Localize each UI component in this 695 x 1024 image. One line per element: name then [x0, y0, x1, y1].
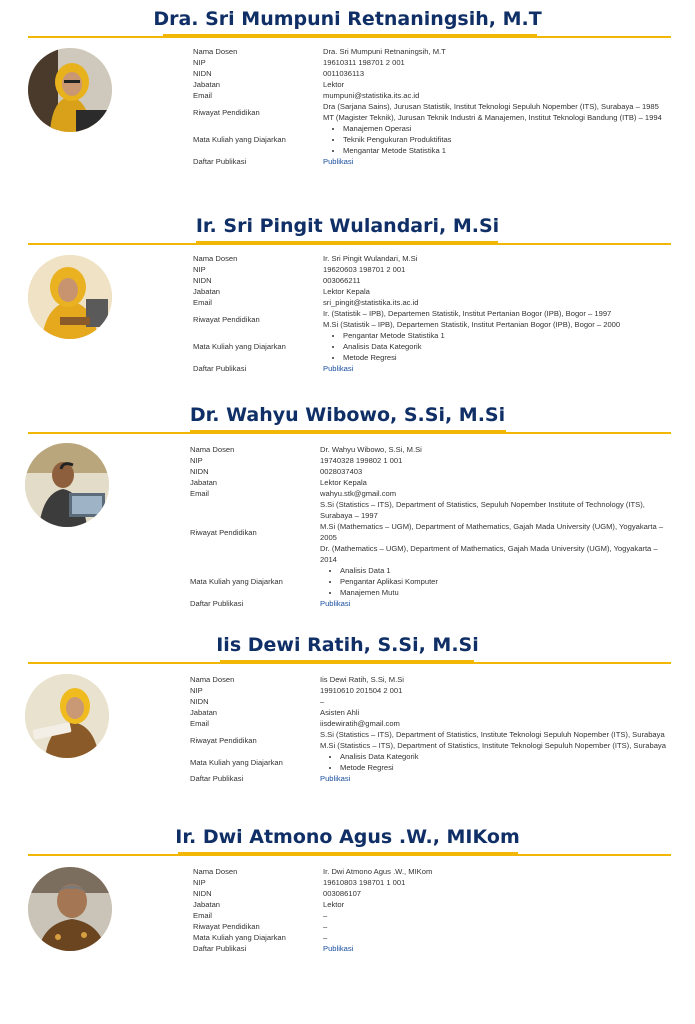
publikasi-link[interactable]: Publikasi — [323, 944, 354, 953]
education-entry: Dra (Sarjana Sains), Jurusan Statistik, Institut Teknologi Sepuluh Nopember (ITS), Surabaya – 1985 — [323, 102, 659, 111]
value-nama-dosen: Dr. Wahyu Wibowo, S.Si, M.Si — [320, 445, 422, 454]
value-nama-dosen: Iis Dewi Ratih, S.Si, M.Si — [320, 675, 404, 684]
course-item: • Pengantar Metode Statistika 1 — [343, 330, 665, 341]
value-mata-kuliah — [320, 565, 670, 598]
label-nip: NIP — [193, 265, 206, 274]
value-jabatan: Lektor — [323, 900, 345, 909]
label-nama-dosen: Nama Dosen — [193, 867, 238, 876]
label-nidn: NIDN — [193, 69, 212, 78]
heading-underline — [196, 241, 498, 245]
woman-yellow-hijab-portrait-icon — [28, 48, 112, 132]
lecturer-info-table — [190, 444, 670, 609]
value-jabatan: Lektor Kepala — [320, 478, 367, 487]
publikasi-link[interactable]: Publikasi — [323, 364, 354, 373]
education-entry: M.Si (Mathematics – UGM), Department of Mathematics, Gajah Mada University (UGM), Yogyakarta – 2005 — [320, 522, 664, 542]
education-entry: Dr. (Mathematics – UGM), Department of Mathematics, Gajah Mada University (UGM), Yogyakarta – 2014 — [320, 544, 658, 564]
value-mata-kuliah: – — [323, 933, 328, 942]
label-riwayat-pendidikan: Riwayat Pendidikan — [190, 735, 257, 745]
value-mata-kuliah — [323, 330, 665, 363]
heading-underline — [163, 34, 537, 38]
label-jabatan: Jabatan — [193, 900, 221, 909]
label-nidn: NIDN — [190, 697, 209, 706]
lecturer-name-heading: Dra. Sri Mumpuni Retnaningsih, M.T — [153, 8, 542, 30]
value-email: iisdewiratih@gmail.com — [320, 719, 400, 728]
value-email: wahyu.stk@gmail.com — [320, 489, 397, 498]
education-entry: S.Si (Statistics – ITS), Department of Statistics, Sepuluh Nopember Institute of Technology (ITS), Surabaya – 1997 — [320, 500, 645, 520]
education-entry: S.Si (Statistics – ITS), Department of Statistics, Institute Teknologi Sepuluh Nopember (ITS), Surabaya — [320, 730, 665, 739]
value-riwayat-pendidikan — [320, 499, 670, 565]
lecturer-name-heading: Dr. Wahyu Wibowo, S.Si, M.Si — [189, 404, 506, 426]
label-nip: NIP — [190, 456, 203, 465]
label-daftar-publikasi: Daftar Publikasi — [190, 599, 244, 608]
course-item: • Analisis Data Kategorik — [343, 341, 665, 352]
publikasi-link[interactable]: Publikasi — [323, 157, 354, 166]
lecturer-photo — [28, 867, 112, 951]
label-nama-dosen: Nama Dosen — [193, 254, 238, 263]
woman-yellow-hijab-portrait-icon — [28, 255, 112, 339]
course-item: • Mengantar Metode Statistika 1 — [343, 145, 665, 156]
label-riwayat-pendidikan: Riwayat Pendidikan — [193, 922, 260, 931]
heading-underline — [178, 852, 518, 856]
label-nip: NIP — [190, 686, 203, 695]
value-jabatan: Lektor — [323, 80, 345, 89]
label-nama-dosen: Nama Dosen — [190, 675, 235, 684]
course-item: • Teknik Pengukuran Produktifitas — [343, 134, 665, 145]
lecturer-info-table — [190, 674, 670, 784]
label-email: Email — [190, 719, 209, 728]
lecturer-section — [0, 823, 695, 973]
label-email: Email — [193, 911, 212, 920]
label-nip: NIP — [193, 58, 206, 67]
value-nama-dosen: Ir. Dwi Atmono Agus .W., MIKom — [323, 867, 433, 876]
value-riwayat-pendidikan: – — [323, 922, 328, 931]
course-item: • Metode Regresi — [343, 352, 665, 363]
value-nama-dosen: Dra. Sri Mumpuni Retnaningsih, M.T — [323, 47, 446, 56]
value-nip: 19610311 198701 2 001 — [323, 58, 405, 67]
label-email: Email — [190, 489, 209, 498]
label-jabatan: Jabatan — [190, 708, 218, 717]
value-nip: 19620603 198701 2 001 — [323, 265, 406, 274]
value-nip: 19740328 199802 1 001 — [320, 456, 403, 465]
lecturer-photo — [25, 443, 109, 527]
label-nip: NIP — [193, 878, 206, 887]
course-item: • Pengantar Aplikasi Komputer — [340, 576, 670, 587]
label-nidn: NIDN — [193, 276, 212, 285]
label-daftar-publikasi: Daftar Publikasi — [190, 774, 244, 783]
value-nidn: – — [320, 697, 325, 706]
lecturer-section — [0, 0, 695, 200]
label-jabatan: Jabatan — [193, 80, 221, 89]
value-riwayat-pendidikan — [320, 729, 670, 751]
label-riwayat-pendidikan: Riwayat Pendidikan — [190, 527, 257, 537]
label-email: Email — [193, 91, 212, 100]
value-mata-kuliah — [320, 751, 670, 773]
value-nidn: 0028037403 — [320, 467, 363, 476]
label-mata-kuliah: Mata Kuliah yang Diajarkan — [190, 577, 283, 586]
education-entry: M.Si (Statistik – IPB), Departemen Statistik, Institut Pertanian Bogor (IPB), Bogor – 2000 — [323, 320, 621, 329]
label-nama-dosen: Nama Dosen — [193, 47, 238, 56]
value-email: – — [323, 911, 328, 920]
lecturer-photo — [25, 674, 109, 758]
lecturer-info-table — [193, 253, 665, 374]
heading-underline — [220, 660, 474, 664]
label-daftar-publikasi: Daftar Publikasi — [193, 364, 247, 373]
label-jabatan: Jabatan — [190, 478, 218, 487]
value-nidn: 0011036113 — [323, 69, 365, 78]
value-nama-dosen: Ir. Sri Pingit Wulandari, M.Si — [323, 254, 418, 263]
course-item: • Metode Regresi — [340, 762, 670, 773]
publikasi-link[interactable]: Publikasi — [320, 599, 351, 608]
label-mata-kuliah: Mata Kuliah yang Diajarkan — [190, 757, 283, 767]
course-item: • Manajemen Operasi — [343, 123, 665, 134]
label-nama-dosen: Nama Dosen — [190, 445, 235, 454]
label-jabatan: Jabatan — [193, 287, 221, 296]
lecturer-section — [0, 401, 695, 619]
label-nidn: NIDN — [193, 889, 212, 898]
lecturer-photo — [28, 255, 112, 339]
value-riwayat-pendidikan — [323, 308, 665, 330]
label-daftar-publikasi: Daftar Publikasi — [193, 157, 247, 166]
man-batik-portrait-icon — [28, 867, 112, 951]
lecturer-section — [0, 631, 695, 815]
value-nip: 19910610 201504 2 001 — [320, 686, 403, 695]
education-entry: Ir. (Statistik – IPB), Departemen Statistik, Institut Pertanian Bogor (IPB), Bogor – 1997 — [323, 309, 612, 318]
label-riwayat-pendidikan: Riwayat Pendidikan — [193, 314, 260, 324]
lecturer-name-heading: Ir. Sri Pingit Wulandari, M.Si — [195, 215, 500, 237]
lecturer-info-table — [193, 46, 665, 167]
label-riwayat-pendidikan: Riwayat Pendidikan — [193, 107, 260, 117]
heading-underline — [190, 430, 506, 434]
woman-yellow-hijab-portrait-icon — [25, 674, 109, 758]
value-nidn: 003086107 — [323, 889, 362, 898]
lecturer-info-table — [193, 866, 665, 954]
lecturer-photo — [28, 48, 112, 132]
lecturer-section — [0, 212, 695, 392]
course-item: • Analisis Data 1 — [340, 565, 670, 576]
label-mata-kuliah: Mata Kuliah yang Diajarkan — [193, 342, 286, 351]
value-nidn: 003066211 — [323, 276, 361, 285]
value-nip: 19610803 198701 1 001 — [323, 878, 406, 887]
label-mata-kuliah: Mata Kuliah yang Diajarkan — [193, 135, 286, 144]
lecturer-name-heading: Ir. Dwi Atmono Agus .W., MIKom — [175, 826, 520, 848]
education-entry: M.Si (Statistics – ITS), Department of Statistics, Institute Teknologi Sepuluh Nopember (ITS), Surabaya — [320, 741, 666, 750]
course-item: • Analisis Data Kategorik — [340, 751, 670, 762]
label-daftar-publikasi: Daftar Publikasi — [193, 944, 247, 953]
label-mata-kuliah: Mata Kuliah yang Diajarkan — [193, 933, 286, 942]
course-item: • Manajemen Mutu — [340, 587, 670, 598]
value-email: mumpuni@statistika.its.ac.id — [323, 91, 420, 100]
education-entry: MT (Magister Teknik), Jurusan Teknik Industri & Manajemen, Institut Teknologi Bandung (ITB) – 1994 — [323, 113, 662, 122]
publikasi-link[interactable]: Publikasi — [320, 774, 351, 783]
label-nidn: NIDN — [190, 467, 209, 476]
lecturer-name-heading: Iis Dewi Ratih, S.Si, M.Si — [216, 634, 479, 656]
man-at-computer-portrait-icon — [25, 443, 109, 527]
label-email: Email — [193, 298, 212, 307]
value-riwayat-pendidikan — [323, 101, 665, 123]
value-jabatan: Asisten Ahli — [320, 708, 360, 717]
value-mata-kuliah — [323, 123, 665, 156]
value-email: sri_pingit@statistika.its.ac.id — [323, 298, 419, 307]
value-jabatan: Lektor Kepala — [323, 287, 370, 296]
